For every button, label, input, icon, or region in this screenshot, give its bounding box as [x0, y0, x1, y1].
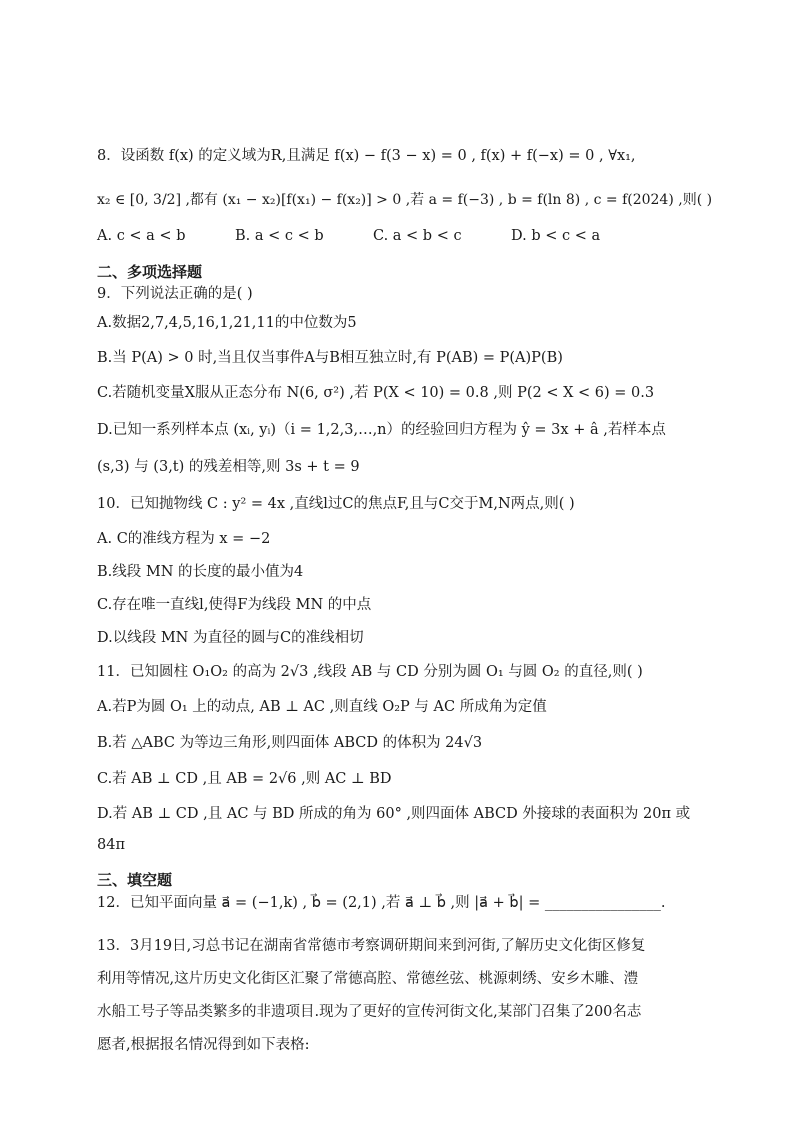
q10-option-a: A. C的准线方程为 x = −2 [97, 531, 271, 547]
q11-option-a: A.若P为圆 O₁ 上的动点, AB ⊥ AC ,则直线 O₂P 与 AC 所成角为定值 [97, 699, 547, 715]
q11-option-c: C.若 AB ⊥ CD ,且 AB = 2√6 ,则 AC ⊥ BD [97, 771, 392, 787]
q9-option-a: A.数据2,7,4,5,16,1,21,11的中位数为5 [97, 315, 357, 331]
q9-option-d-line-1: D.已知一系列样本点 (xᵢ, yᵢ)（i = 1,2,3,…,n）的经验回归方程为 ŷ = 3x + â ,若样本点 [97, 422, 666, 438]
q13-line-3: 水船工号子等品类繁多的非遗项目.现为了更好的宣传河街文化,某部门召集了200名志 [97, 1004, 642, 1020]
q8-option-d: D. b < c < a [511, 228, 601, 244]
q11-stem: 11．已知圆柱 O₁O₂ 的高为 2√3 ,线段 AB 与 CD 分别为圆 O₁ 与圆 O₂ 的直径,则( ) [97, 664, 643, 680]
q13-line-2: 利用等情况,这片历史文化街区汇聚了常德高腔、常德丝弦、桃源刺绣、安乡木雕、澧 [97, 971, 639, 987]
q9-option-b: B.当 P(A) > 0 时,当且仅当事件A与B相互独立时,有 P(AB) = P(A)P(B) [97, 350, 563, 366]
q8-line-1: 8．设函数 f(x) 的定义域为R,且满足 f(x) − f(3 − x) = 0 , f(x) + f(−x) = 0 , ∀x₁, [97, 148, 636, 164]
q10-stem: 10．已知抛物线 C : y² = 4x ,直线l过C的焦点F,且与C交于M,N两点,则( ) [97, 496, 575, 512]
q10-option-b: B.线段 MN 的长度的最小值为4 [97, 564, 304, 580]
q13-line-1: 13．3月19日,习总书记在湖南省常德市考察调研期间来到河街,了解历史文化街区修复 [97, 938, 646, 954]
q8-line-2: x₂ ∈ [0, 3/2] ,都有 (x₁ − x₂)[f(x₁) − f(x₂)] > 0 ,若 a = f(−3) , b = f(ln 8) , c = f(2024) ,则( ) [97, 192, 713, 208]
q11-option-b: B.若 △ABC 为等边三角形,则四面体 ABCD 的体积为 24√3 [97, 735, 483, 751]
section-2-heading: 二、多项选择题 [97, 263, 203, 281]
q8-option-b: B. a < c < b [235, 228, 324, 244]
q11-option-d-line-2: 84π [97, 837, 125, 853]
section-3-heading: 三、填空题 [97, 871, 173, 889]
q10-option-d: D.以线段 MN 为直径的圆与C的准线相切 [97, 630, 364, 646]
q13-line-4: 愿者,根据报名情况得到如下表格: [97, 1037, 310, 1053]
q12-text: 12．已知平面向量 a⃗ = (−1,k) , b⃗ = (2,1) ,若 a⃗ ⊥ b⃗ ,则 |a⃗ + b⃗| = ________________. [97, 895, 666, 911]
q10-option-c: C.存在唯一直线l,使得F为线段 MN 的中点 [97, 597, 372, 613]
q8-option-a: A. c < a < b [97, 228, 186, 244]
q9-stem: 9．下列说法正确的是( ) [97, 286, 253, 302]
q8-option-c: C. a < b < c [373, 228, 462, 244]
q11-option-d-line-1: D.若 AB ⊥ CD ,且 AC 与 BD 所成的角为 60° ,则四面体 ABCD 外接球的表面积为 20π 或 [97, 806, 691, 822]
q9-option-c: C.若随机变量X服从正态分布 N(6, σ²) ,若 P(X < 10) = 0.8 ,则 P(2 < X < 6) = 0.3 [97, 385, 655, 401]
q9-option-d-line-2: (s,3) 与 (3,t) 的残差相等,则 3s + t = 9 [97, 459, 360, 475]
